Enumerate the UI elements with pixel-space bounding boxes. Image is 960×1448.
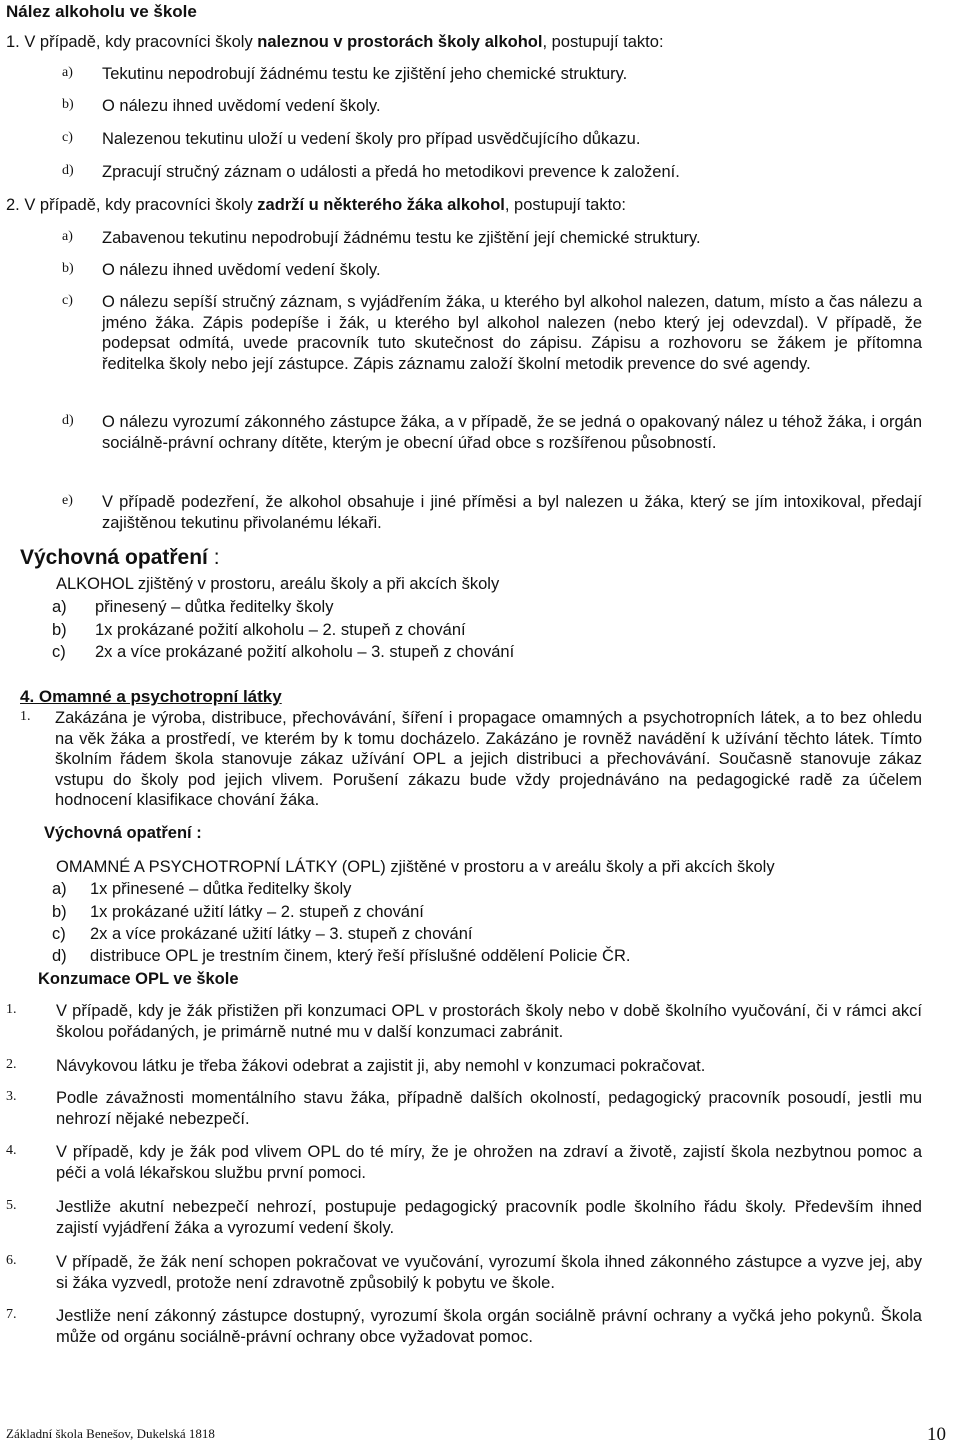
list-marker: c)	[52, 925, 66, 943]
list-item-text: Tekutinu nepodrobují žádnému testu ke zjištění jeho chemické struktury.	[102, 65, 628, 83]
section-4-heading: 4. Omamné a psychotropní látky	[20, 687, 282, 706]
list-item-text: O nálezu ihned uvědomí vedení školy.	[102, 261, 381, 279]
page-number: 10	[927, 1424, 946, 1445]
list-item	[62, 162, 922, 183]
paragraph-1-intro	[6, 32, 664, 52]
list-item	[62, 260, 922, 281]
list-item-text: přinesený – důtka ředitelky školy	[95, 598, 334, 616]
list-item-text: Návykovou látku je třeba žákovi odebrat a zajistit ji, aby nemohl v konzumaci pokračovat.	[56, 1057, 706, 1075]
consumption-item	[6, 1142, 922, 1183]
list-marker: 1.	[6, 1002, 17, 1017]
list-marker: 1.	[20, 709, 31, 724]
list-marker: 2.	[6, 1057, 17, 1072]
list-item-text: V případě, že žák není schopen pokračovat ve vyučování, vyrozumí škola ihned zákonného zástupce a vyzve jej, aby si žáka vyzvedl, protože není zdravotně způsobilý k pobytu ve škole.	[56, 1253, 922, 1292]
list-item	[62, 228, 922, 249]
list-marker: a)	[62, 229, 73, 244]
measures-1-heading-suffix: :	[207, 546, 220, 569]
list-item-text: 1x prokázané užití látky – 2. stupeň z chování	[90, 903, 424, 921]
consumption-heading: Konzumace OPL ve škole	[38, 970, 239, 988]
measure-item	[52, 946, 630, 966]
list-marker: 6.	[6, 1253, 17, 1268]
measures-1-heading	[20, 546, 220, 570]
measure-item	[52, 620, 466, 640]
paragraph-1-post: , postupují takto:	[542, 33, 664, 51]
list-item-text: O nálezu vyrozumí zákonného zástupce žáka, a v případě, že se jedná o opakovaný nález u téhož žáka, i orgán sociálně-právní ochrany dítěte, kterým je obecní úřad obce s rozšířenou působností.	[102, 413, 922, 452]
measure-item	[52, 879, 351, 899]
page-title: Nález alkoholu ve škole	[6, 2, 197, 21]
section-4-paragraph	[20, 708, 922, 811]
measures-2-heading: Výchovná opatření :	[44, 824, 202, 842]
list-item-text: 2x a více prokázané užití látky – 3. stupeň z chování	[90, 925, 473, 943]
list-item	[62, 492, 922, 533]
list-marker: b)	[62, 97, 74, 112]
list-marker: 7.	[6, 1307, 17, 1322]
paragraph-2-pre: 2. V případě, kdy pracovníci školy	[6, 196, 258, 214]
list-marker: a)	[52, 880, 67, 898]
list-marker: b)	[62, 261, 74, 276]
list-item	[62, 412, 922, 453]
list-item-text: 1x prokázané požití alkoholu – 2. stupeň z chování	[95, 621, 466, 639]
consumption-item	[6, 1056, 922, 1077]
list-item-text: Zabavenou tekutinu nepodrobují žádnému testu ke zjištění její chemické struktury.	[102, 229, 701, 247]
measure-item	[52, 902, 424, 922]
consumption-item	[6, 1197, 922, 1238]
measure-item	[52, 597, 333, 617]
list-marker: 3.	[6, 1089, 17, 1104]
paragraph-1-pre: 1. V případě, kdy pracovníci školy	[6, 33, 258, 51]
paragraph-2-intro	[6, 195, 626, 215]
list-marker: d)	[62, 413, 74, 428]
paragraph-2-bold: zadrží u některého žáka alkohol	[257, 196, 505, 214]
measures-1-intro: ALKOHOL zjištěný v prostoru, areálu školy a při akcích školy	[56, 575, 500, 593]
measures-2-intro: OMAMNÉ A PSYCHOTROPNÍ LÁTKY (OPL) zjištěné v prostoru a v areálu školy a při akcích školy	[56, 858, 775, 876]
list-marker: e)	[62, 493, 73, 508]
list-marker: a)	[62, 65, 73, 80]
list-item-text: Nalezenou tekutinu uloží u vedení školy pro případ usvědčujícího důkazu.	[102, 130, 641, 148]
list-item-text: O nálezu sepíší stručný záznam, s vyjádřením žáka, u kterého byl alkohol nalezen, datum, místo a čas nálezu a jméno žáka. Zápis podepíše i žák, u kterého byl alkohol nalezen (nebo který jej odevzdal). V případě, že podepsat odmítá, uvede pracovník tuto skutečnost do zápisu. Zápisu a rozhovoru se žákem je přítomna ředitelka školy nebo její zástupce. Zápis záznamu založí školní metodik prevence do své agendy.	[102, 293, 922, 373]
list-marker: c)	[62, 293, 73, 308]
list-marker: d)	[62, 163, 74, 178]
paragraph-2-post: , postupují takto:	[504, 196, 626, 214]
list-marker: c)	[52, 643, 66, 661]
list-item-text: V případě, kdy je žák pod vlivem OPL do té míry, že je ohrožen na zdraví a životě, zajistí škola nezbytnou pomoc a péči a volá lékařskou službu první pomoci.	[56, 1143, 922, 1182]
paragraph-1-bold: naleznou v prostorách školy alkohol	[257, 33, 543, 51]
measure-item	[52, 642, 514, 662]
list-item	[62, 292, 922, 374]
list-marker: b)	[52, 621, 67, 639]
footer-school-name: Základní škola Benešov, Dukelská 1818	[6, 1426, 215, 1441]
list-item-text: Podle závažnosti momentálního stavu žáka, případně dalších okolností, pedagogický pracovník posoudí, jestli mu nehrozí nějaké nebezpečí.	[56, 1089, 922, 1128]
list-marker: b)	[52, 903, 67, 921]
list-item-text: distribuce OPL je trestním činem, který řeší příslušné oddělení Policie ČR.	[90, 947, 631, 965]
consumption-item	[6, 1252, 922, 1293]
list-item-text: Zpracují stručný záznam o události a předá ho metodikovi prevence k založení.	[102, 163, 680, 181]
list-marker: c)	[62, 130, 73, 145]
section-4-text: Zakázána je výroba, distribuce, přechovávání, šíření i propagace omamných a psychotropních látek, a to bez ohledu na věk žáka a prostředí, ve kterém by k tomu docházelo. Zakázáno je rovněž navádění k užívání těchto látek. Tímto školním řádem škola stanovuje zákaz užívání OPL a jejich distribuci a přechovávání. Současně stanovuje zákaz vstupu do školy pod jejich vlivem. Porušení zákazu bude vždy projednáváno na pedagogické radě za účelem hodnocení klasifikace chování žáka.	[55, 709, 922, 809]
list-item	[62, 64, 922, 85]
list-item-text: V případě podezření, že alkohol obsahuje i jiné příměsi a byl nalezen u žáka, který se jím intoxikoval, předají zajištěnou tekutinu přivolanému lékaři.	[102, 493, 922, 532]
list-item	[62, 96, 922, 117]
consumption-item	[6, 1306, 922, 1347]
list-item-text: Jestliže akutní nebezpečí nehrozí, postupuje pedagogický pracovník podle školního řádu školy. Především ihned zajistí vyjádření žáka a vyrozumí vedení školy.	[56, 1198, 922, 1237]
list-item	[62, 129, 922, 150]
consumption-item	[6, 1088, 922, 1129]
list-item-text: 2x a více prokázané požití alkoholu – 3. stupeň z chování	[95, 643, 515, 661]
list-marker: d)	[52, 947, 67, 965]
list-item-text: O nálezu ihned uvědomí vedení školy.	[102, 97, 381, 115]
measures-1-heading-text: Výchovná opatření	[20, 546, 208, 569]
list-marker: a)	[52, 598, 67, 616]
consumption-item	[6, 1001, 922, 1042]
list-item-text: Jestliže není zákonný zástupce dostupný, vyrozumí škola orgán sociálně právní ochrany a vyčká jeho pokynů. Škola může od orgánu sociálně-právní ochrany obce vyžadovat pomoc.	[56, 1307, 922, 1346]
list-item-text: V případě, kdy je žák přistižen při konzumaci OPL v prostorách školy nebo v době školního vyučování, či v rámci akcí školou pořádaných, je primárně nutné mu v další konzumaci zabránit.	[56, 1002, 922, 1041]
list-marker: 5.	[6, 1198, 17, 1213]
measure-item	[52, 924, 472, 944]
list-marker: 4.	[6, 1143, 17, 1158]
list-item-text: 1x přinesené – důtka ředitelky školy	[90, 880, 352, 898]
